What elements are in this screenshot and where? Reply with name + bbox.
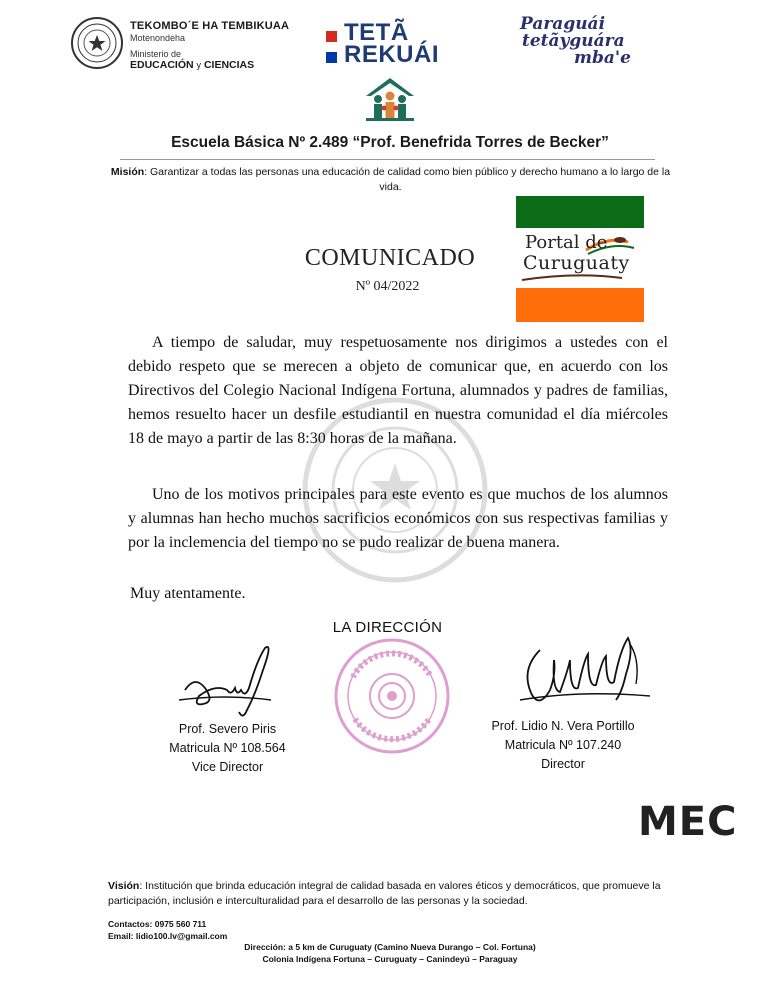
closing-line: Muy atentamente.: [130, 585, 246, 602]
mec-ministry-name: EDUCACIÓN y CIENCIAS: [130, 59, 255, 71]
address-line-2: Colonia Indígena Fortuna – Curuguaty – Canindeyú – Paraguay: [262, 954, 518, 964]
portal-line2: Curuguaty: [523, 252, 630, 274]
signature-header: LA DIRECCIÓN: [332, 619, 443, 636]
mec-logo: MEC: [638, 799, 738, 845]
signatory-matricula: Matricula Nº 108.564: [169, 741, 286, 755]
document-number: Nº 04/2022: [355, 279, 420, 294]
signatory-name: Prof. Lidio N. Vera Portillo: [491, 719, 635, 733]
signatory-role: Vice Director: [191, 760, 264, 774]
signature-director: [510, 630, 660, 730]
family-house-icon: [362, 74, 418, 124]
teta-blue-square: [326, 52, 337, 63]
mec-header-text: [130, 20, 289, 71]
signature-vice-director: [175, 640, 295, 725]
portal-green-band: [516, 196, 644, 228]
mision-statement: Misión: Garantizar a todas las personas una educación de calidad como bien público y derecho humano a lo largo de la vida.: [110, 166, 671, 193]
paragraph-2: Uno de los motivos principales para este evento es que muchos de los alumnos y alumnas han hecho muchos sacrificios económicos con sus respectivas familias y por la inclemencia del tiempo no se pudo realizar de buena manera.: [128, 486, 668, 551]
contact-phone: Contactos: 0975 560 711: [108, 919, 207, 929]
signatory-role: Director: [541, 757, 585, 771]
signatory-vice-director: [150, 720, 305, 777]
paragraph-1: A tiempo de saludar, muy respetuosamente nos dirigimos a ustedes con el debido respeto que se merecen a objeto de comunicar que, en acuerdo con los Directivos del Colegio Nacional Indígena Fortuna, alumnados y padres de familias, hemos resuelto hacer un desfile estudiantil en nuestra comunidad el día miércoles 18 de mayo a partir de las 8:30 horas de la mañana.: [128, 334, 668, 447]
signatory-name: Prof. Severo Piris: [178, 722, 277, 736]
mec-ministerio-label: Ministerio de: [130, 49, 182, 59]
teta-red-square: [326, 31, 337, 42]
address-line-1: Dirección: a 5 km de Curuguaty (Camino Nueva Durango – Col. Fortuna): [244, 942, 536, 952]
signatory-matricula: Matricula Nº 107.240: [504, 738, 622, 752]
school-stamp-icon: [333, 637, 451, 755]
portal-line1: Portal de: [525, 232, 608, 253]
document-title: COMUNICADO: [304, 245, 476, 271]
footer-address: [0, 941, 780, 965]
school-name: Escuela Básica Nº 2.489 “Prof. Benefrida Torres de Becker”: [171, 134, 609, 151]
contact-email: Email: lidio100.lv@gmail.com: [108, 931, 228, 941]
contact-info: [108, 918, 227, 942]
mec-motenondeha: Motenondeha: [130, 33, 186, 43]
republic-seal-icon: [70, 16, 124, 70]
signatory-director: [478, 717, 648, 774]
header-divider: [120, 159, 655, 160]
mec-guarani-title: TEKOMBO´E HA TEMBIKUAA: [130, 20, 290, 32]
teta-rekuai-logo: TETÃ REKUÁI: [344, 19, 440, 68]
paraguai-tetayguara-logo: Paraguái tetãyguára mba'e: [520, 14, 631, 68]
vision-statement: Visión: Institución que brinda educación integral de calidad basada en valores éticos y democráticos, que promueve la participación, inclusión e interculturalidad para el desarrollo de las personas y la sociedad.: [108, 880, 661, 907]
